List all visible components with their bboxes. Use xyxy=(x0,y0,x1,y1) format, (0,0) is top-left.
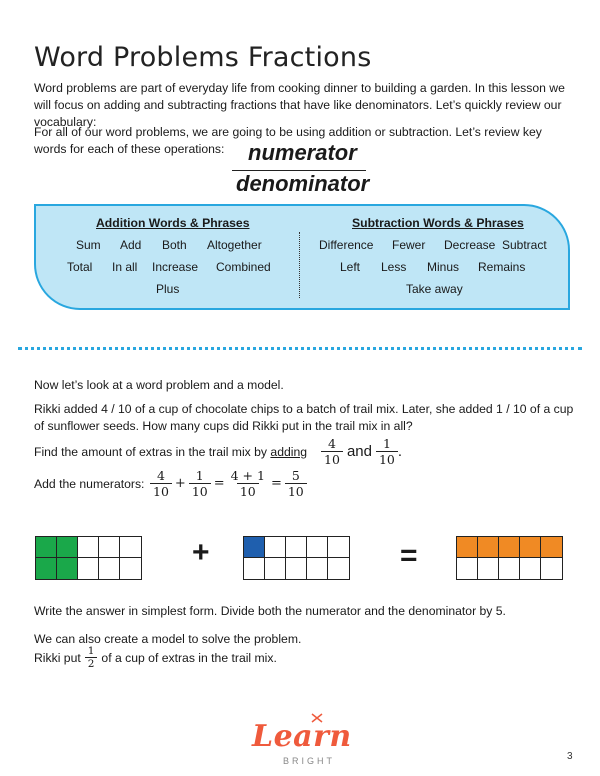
page-title: Word Problems Fractions xyxy=(34,42,372,73)
model-equals-sign: = xyxy=(400,539,418,572)
model-cell xyxy=(57,558,78,579)
learn-bright-logo: Learn xyxy=(252,719,352,754)
section-separator xyxy=(18,347,582,350)
logo-subtitle: BRIGHT xyxy=(283,756,336,766)
model-cell xyxy=(520,537,541,558)
addition-word: In all xyxy=(112,260,138,274)
model-cell xyxy=(499,558,520,579)
addition-equation xyxy=(150,468,307,499)
eq-equals-2: = xyxy=(270,476,282,491)
model-cell xyxy=(36,558,57,579)
problem-lead: Now let’s look at a word problem and a model. xyxy=(34,378,284,392)
subtraction-word: Subtract xyxy=(502,238,547,252)
answer-prefix: Rikki put xyxy=(34,650,81,665)
addition-word: Total xyxy=(67,260,93,274)
subtraction-heading: Subtraction Words & Phrases xyxy=(352,216,524,230)
eq-plus: + xyxy=(174,476,186,491)
model-cell xyxy=(328,558,349,579)
find-line xyxy=(34,436,402,467)
adding-link[interactable]: adding xyxy=(270,444,308,459)
model-cell xyxy=(478,558,499,579)
model-cell xyxy=(457,558,478,579)
model-plus-sign: + xyxy=(192,536,210,569)
model-grid-second xyxy=(243,536,350,580)
model-cell xyxy=(36,537,57,558)
model-cell xyxy=(99,537,120,558)
find-prefix: Find the amount of extras in the trail mix by xyxy=(34,444,271,459)
model-cell xyxy=(478,537,499,558)
addition-word: Combined xyxy=(216,260,271,274)
page-number: 3 xyxy=(567,751,573,762)
and-word: and xyxy=(346,443,372,460)
addition-word: Both xyxy=(162,238,187,252)
addition-word: Altogether xyxy=(207,238,262,252)
model-cell xyxy=(244,558,265,579)
subtraction-word: Remains xyxy=(478,260,526,274)
model-cell xyxy=(286,537,307,558)
fraction-one-tenth: $\frac{1}{10}$ xyxy=(376,436,398,467)
model-cell xyxy=(307,537,328,558)
subtraction-word: Less xyxy=(381,260,407,274)
model-cell xyxy=(99,558,120,579)
model-grid-first xyxy=(35,536,142,580)
model-cell xyxy=(57,537,78,558)
word-problem-text: Rikki added 4 / 10 of a cup of chocolate chips to a batch of trail mix. Later, she added 1 / 10 of a cup of sunflower seeds. How many cups did Rikki put in the trail mix in all? xyxy=(34,402,574,433)
subtraction-word: Difference xyxy=(319,238,374,252)
answer-line xyxy=(34,645,277,670)
addition-word: Increase xyxy=(152,260,199,274)
model-cell xyxy=(457,537,478,558)
numerator-label: numerator xyxy=(248,140,357,165)
answer-fraction: $\frac{1}{2}$ xyxy=(85,645,98,670)
answer-suffix: of a cup of extras in the trail mix. xyxy=(101,650,277,665)
model-grid-result xyxy=(456,536,563,580)
simplest-form-text: Write the answer in simplest form. Divide both the numerator and the denominator by 5. xyxy=(34,604,506,618)
model-cell xyxy=(286,558,307,579)
model-cell xyxy=(244,537,265,558)
subtraction-word: Take away xyxy=(406,282,463,296)
model-cell xyxy=(120,537,141,558)
model-cell xyxy=(328,537,349,558)
operations-paragraph: For all of our word problems, we are going to be using addition or subtraction. Let’s review key words for each of these operations: xyxy=(34,125,542,156)
subtraction-word: Left xyxy=(340,260,361,274)
period: . xyxy=(397,443,403,460)
model-cell xyxy=(120,558,141,579)
model-cell xyxy=(541,537,562,558)
fraction-four-tenths: $\frac{4}{10}$ xyxy=(321,436,343,467)
model-cell xyxy=(265,537,286,558)
model-cell xyxy=(499,537,520,558)
addition-word: Plus xyxy=(156,282,180,296)
eq-fraction-b: $\frac{1}{10}$ xyxy=(189,468,211,499)
model-note-text: We can also create a model to solve the problem. xyxy=(34,632,302,646)
eq-equals: = xyxy=(213,476,225,491)
model-cell xyxy=(520,558,541,579)
model-cell xyxy=(307,558,328,579)
addition-heading: Addition Words & Phrases xyxy=(96,216,250,230)
eq-fraction-a: $\frac{4}{10}$ xyxy=(150,468,172,499)
denominator-label: denominator xyxy=(236,171,370,196)
subtraction-word: Decrease xyxy=(444,238,496,252)
eq-fraction-c: $\frac{4 + 1}{10}$ xyxy=(230,468,265,499)
model-cell xyxy=(541,558,562,579)
addition-word: Sum xyxy=(76,238,101,252)
model-cell xyxy=(78,558,99,579)
intro-paragraph: Word problems are part of everyday life from cooking dinner to building a garden. In this lesson we will focus on adding and subtracting fractions that have like denominators. Let’s quickly review our vocabulary: xyxy=(34,81,565,129)
vocabulary-divider xyxy=(299,232,300,298)
subtraction-word: Minus xyxy=(427,260,460,274)
eq-fraction-d: $\frac{5}{10}$ xyxy=(285,468,307,499)
model-cell xyxy=(265,558,286,579)
addition-word: Add xyxy=(120,238,142,252)
logo-accent-icon xyxy=(311,713,323,723)
add-numerators-label: Add the numerators: xyxy=(34,477,145,491)
model-cell xyxy=(78,537,99,558)
subtraction-word: Fewer xyxy=(392,238,426,252)
